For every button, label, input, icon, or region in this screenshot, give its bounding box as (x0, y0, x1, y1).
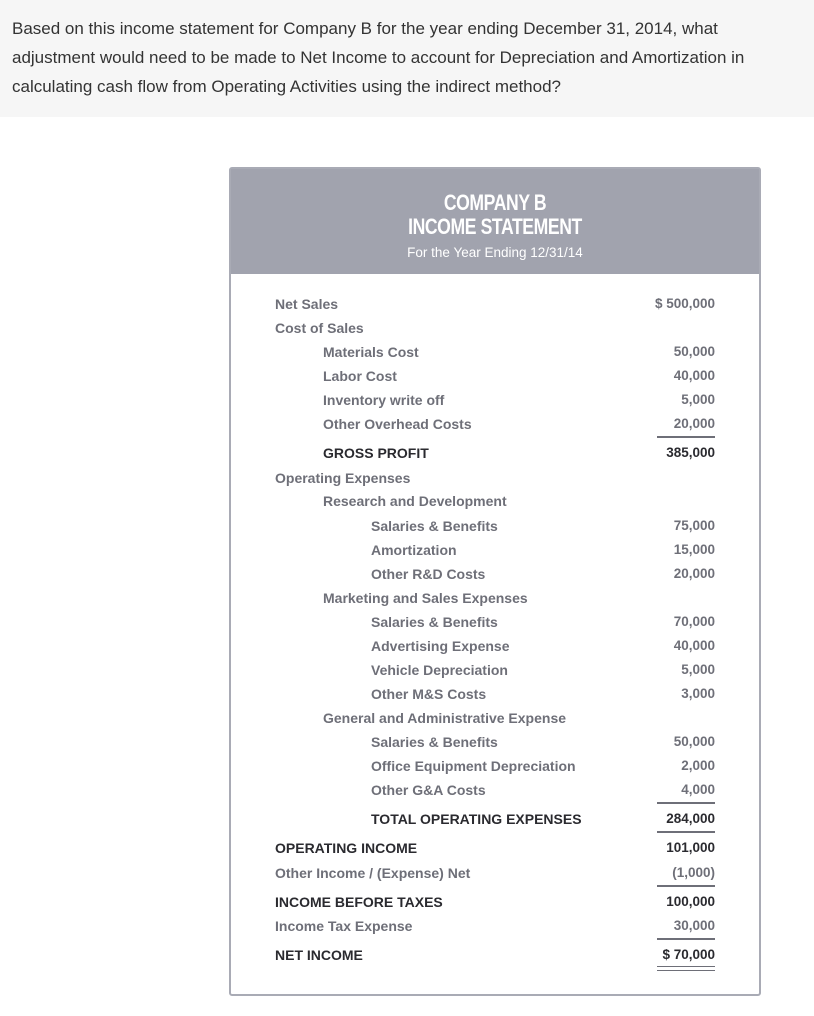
row-value: 70,000 (673, 614, 715, 629)
row-rd-salaries (231, 516, 759, 540)
row-ms-salaries (231, 612, 759, 636)
row-ms-heading (231, 588, 759, 612)
row-operating-income (231, 838, 759, 862)
subtotal-rule (657, 938, 715, 940)
row-label: Other G&A Costs (371, 782, 486, 798)
row-value: 20,000 (673, 416, 715, 431)
row-value: 40,000 (673, 368, 715, 383)
row-value: 50,000 (673, 734, 715, 749)
row-other-income (231, 863, 759, 887)
row-ga-salaries (231, 732, 759, 756)
row-label: Office Equipment Depreciation (371, 758, 576, 774)
row-operating-expenses (231, 468, 759, 492)
row-other-overhead (231, 414, 759, 438)
row-advertising (231, 636, 759, 660)
row-label: Other R&D Costs (371, 566, 486, 582)
row-label: Labor Cost (323, 368, 397, 384)
row-total-operating-expenses (231, 809, 759, 833)
row-net-sales (231, 294, 759, 318)
question-text-box (0, 0, 814, 117)
row-cost-of-sales (231, 318, 759, 342)
subtotal-rule (657, 831, 715, 833)
row-income-before-taxes (231, 892, 759, 916)
statement-header (231, 169, 759, 274)
row-label: NET INCOME (275, 947, 363, 963)
row-label: Amortization (371, 542, 457, 558)
row-value: 3,000 (681, 686, 715, 701)
row-label: Other Income / (Expense) Net (275, 865, 471, 881)
row-office-equipment-depreciation (231, 756, 759, 780)
double-rule-top (657, 966, 715, 967)
row-ga-heading (231, 708, 759, 732)
row-value: 20,000 (673, 566, 715, 581)
row-value: $ 500,000 (654, 296, 715, 311)
row-other-rd (231, 564, 759, 588)
row-label: Income Tax Expense (275, 918, 413, 934)
row-label: Marketing and Sales Expenses (323, 590, 528, 606)
row-value: 284,000 (666, 811, 715, 826)
row-label: Salaries & Benefits (371, 614, 498, 630)
row-value: 100,000 (666, 894, 715, 909)
row-gross-profit (231, 443, 759, 467)
row-label: Salaries & Benefits (371, 734, 498, 750)
row-value: 4,000 (681, 782, 715, 797)
row-value: $ 70,000 (662, 947, 715, 962)
row-value: 50,000 (673, 344, 715, 359)
statement-title: INCOME STATEMENT (408, 214, 582, 239)
row-label: Advertising Expense (371, 638, 510, 654)
row-label: GROSS PROFIT (323, 445, 429, 461)
row-inventory-write-off (231, 390, 759, 414)
double-rule-bottom (657, 970, 715, 971)
statement-period: For the Year Ending 12/31/14 (407, 245, 583, 260)
subtotal-rule (657, 885, 715, 887)
subtotal-rule (657, 436, 715, 438)
row-vehicle-depreciation (231, 660, 759, 684)
row-value: 30,000 (673, 918, 715, 933)
row-value: (1,000) (672, 865, 715, 880)
row-value: 101,000 (666, 840, 715, 855)
income-statement-card (229, 167, 761, 996)
row-label: INCOME BEFORE TAXES (275, 894, 443, 910)
row-label: Vehicle Depreciation (371, 662, 508, 678)
company-name: COMPANY B (443, 190, 547, 215)
row-value: 40,000 (673, 638, 715, 653)
row-value: 2,000 (681, 758, 715, 773)
row-value: 5,000 (681, 662, 715, 677)
row-value: 15,000 (673, 542, 715, 557)
question-text: Based on this income statement for Company B for the year ending December 31, 2014, what adjustment would need to be made to Net Income to account for Depreciation and Amortization in calculating cash flow from Operating Activities using the indirect method? (12, 19, 745, 96)
row-label: Research and Development (323, 493, 507, 509)
row-other-ga (231, 780, 759, 804)
row-label: Other M&S Costs (371, 686, 487, 702)
row-label: OPERATING INCOME (275, 840, 418, 856)
row-labor-cost (231, 366, 759, 390)
row-income-tax (231, 916, 759, 940)
row-rd-heading (231, 491, 759, 515)
row-label: Materials Cost (323, 344, 419, 360)
row-label: General and Administrative Expense (323, 710, 567, 726)
row-materials-cost (231, 342, 759, 366)
row-label: TOTAL OPERATING EXPENSES (371, 811, 582, 827)
row-other-ms (231, 684, 759, 708)
row-label: Operating Expenses (275, 470, 411, 486)
row-value: 5,000 (681, 392, 715, 407)
row-label: Inventory write off (323, 392, 445, 408)
row-value: 75,000 (673, 518, 715, 533)
row-label: Net Sales (275, 296, 339, 312)
row-value: 385,000 (666, 445, 715, 460)
row-label: Salaries & Benefits (371, 518, 498, 534)
subtotal-rule (657, 802, 715, 804)
row-amortization (231, 540, 759, 564)
row-label: Other Overhead Costs (323, 416, 472, 432)
row-label: Cost of Sales (275, 320, 364, 336)
